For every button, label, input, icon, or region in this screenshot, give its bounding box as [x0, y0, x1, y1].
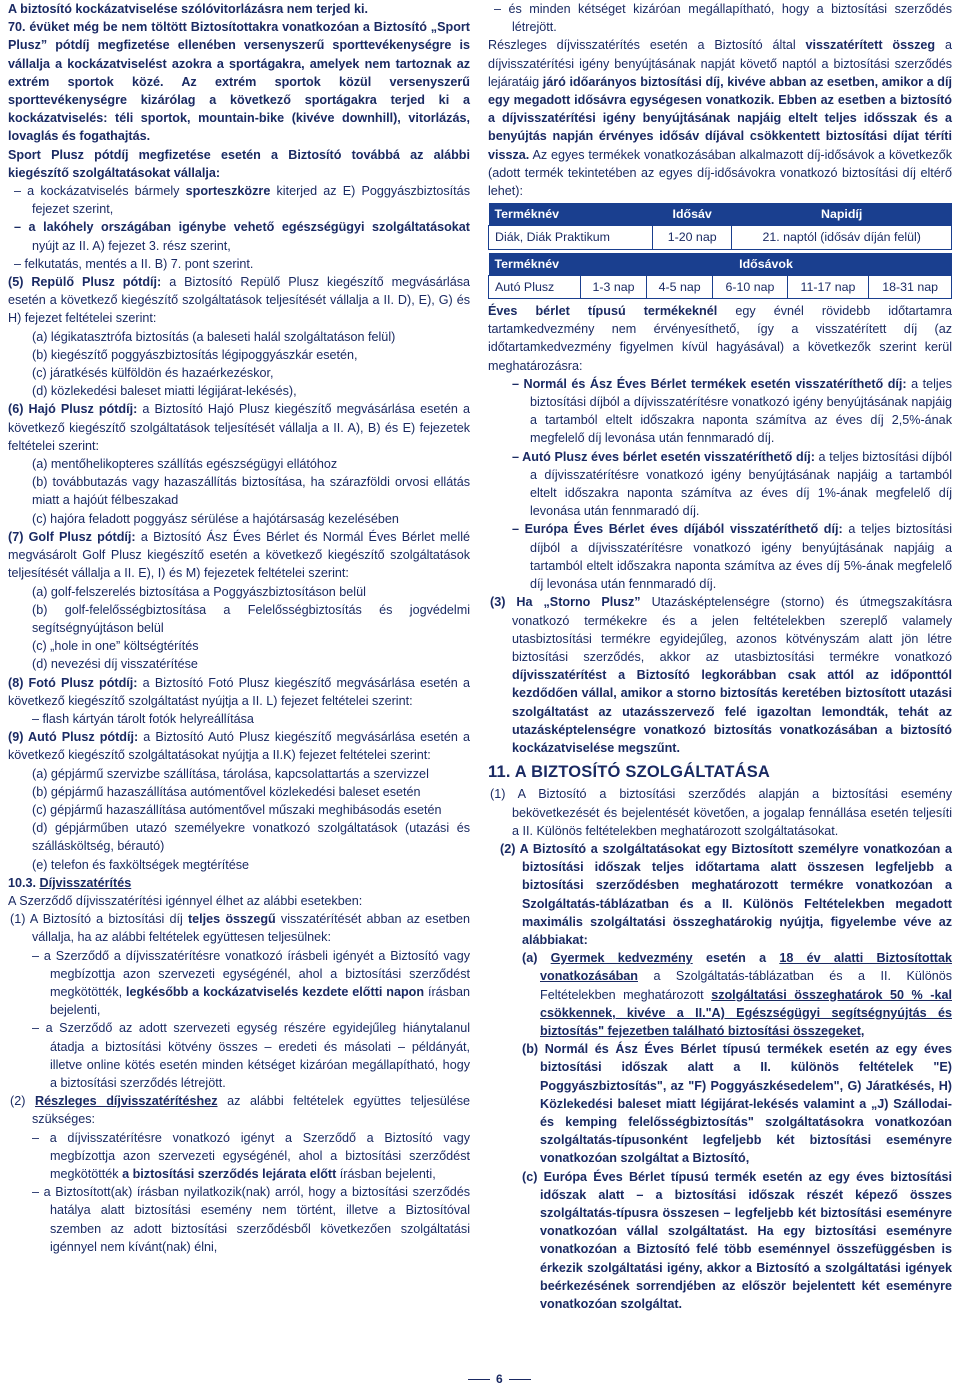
table-header: Terméknév	[489, 253, 581, 276]
table-header: Idősáv	[652, 203, 731, 226]
text: Részleges díjvisszatérítéshez	[35, 1094, 218, 1109]
table-cell: 18-31 nap	[869, 275, 952, 298]
list-item	[498, 949, 952, 1040]
list-item: (d) gépjárműben utazó személyekre vonatkozó szolgáltatások (utazási és szállásköltség, bérautó)	[32, 821, 470, 854]
text: (3) Ha „Storno Plusz”	[490, 595, 641, 610]
text: (5) Repülő Plusz pótdíj:	[8, 275, 162, 290]
dash-item	[8, 947, 470, 1020]
text: legkésőbb a kockázatviselés kezdete előtti napon	[126, 984, 425, 999]
text: Az extrém sportok közül versenyszerű sporttevékenységre kizárólag a következő sportágakra terjed ki a kockázatviselés: téli sportok, mountain-bike (kivéve downhill), vitorlázás, lovaglás és fogathajtás.	[8, 74, 470, 144]
dash-item	[8, 218, 470, 254]
text: a Biztosító Repülő Plusz kiegészítő megvásárlása esetén a következő kiegészítő szolgáltatások teljesítését vállalja a II. D), E), G) és H) fejezet feltételei szerint:	[8, 275, 470, 326]
text: nyújt az II. A) fejezet 3. rész szerint,	[32, 238, 231, 253]
text: azokra a sportágakra, amelyek nem tartoznak az extrém sportok közé.	[8, 56, 471, 89]
list-item: (c) Európa Éves Bérlet típusú termék esetén az egy éves biztosítási időszak alatt – a biztosítási időszak részét képező összes szolgáltatás-típusra összesen – legfeljebb két biztosítási eseményre vonatkozóan vállal szolgáltatást. Ha egy biztosítási eseményre vonatkozóan a Biztosító felé több eseménnyel összefüggésben is érkezik szolgáltatási igény, akkor a Biztosító a szolgáltatási igények beérkezésének sorrendjében az először bejelentett két eseményre vonatkozóan szolgáltat.	[522, 1169, 952, 1312]
list-item: (b) Normál és Ász Éves Bérlet típusú termékek esetén az egy éves biztosítási időszak alatt a II. különös feltételek "E) Poggyászbiztosítás", az "F) Poggyászkésedelem", G) Járatkésés, H) Közlekedési baleset miatt légijárat-lekésés valamint a „J) Szállodai- és kemping felelősségbiztosítás" szolgáltatásokra vonatkozóan szolgáltatás-típusonként legfeljebb két biztosítási eseményre vonatkozóan szolgáltat a Biztosító,	[522, 1042, 952, 1166]
text: a Biztosító Ász Éves Bérlet és Normál Éves Bérlet mellé megvásárolt Golf Plusz kiegészítő esetén a következő kiegészítő szolgáltatások teljesítését vállalja a II. E), I) és M) fejezetek feltételei szerint:	[8, 529, 470, 581]
text: teljes összegű	[187, 912, 276, 927]
text: (6) Hajó Plusz pótdíj:	[8, 402, 138, 417]
divider	[468, 1379, 490, 1380]
text: – a Szerződő a díjvisszatérítésre vonatkozó írásbeli igényét a Biztosító vagy megbízottja azon szervezeti egységénél, ahol a biztosítási szerződést megkötötték,	[32, 948, 470, 999]
paragraph-70	[8, 18, 470, 145]
text: Az egyes termékek vonatkozásában alkalmazott díj-idősávok a következők (adott termék tekintetében az egyes díj-idősávokra vonatkozó biztosítási díj eltérő lehet):	[488, 147, 952, 199]
text: szolgáltatási összeghatárok 50 % -kal csökkennek, kivéve a II."A) Egészségügyi segítségnyújtás és biztosítás" fejezetben található biztosítási összegeket,	[540, 987, 952, 1038]
page-number	[462, 1372, 537, 1386]
table-header: Napidíj	[732, 203, 952, 226]
table-header: Terméknév	[489, 203, 653, 226]
text: 70. évüket még be nem töltött Biztosítottakra vonatkozóan a Biztosító „Sport Plusz” pótdíj megfizetése ellenében versenyszerű sporttevékenységre is vállalja a kockázatviselést	[8, 20, 470, 71]
text: (7) Golf Plusz pótdíj:	[8, 529, 136, 544]
text: a teljes biztosítási díjból a díjvisszatérítésre vonatkozó igény benyújtásának napjáig a tartamból eltelt időszakra naponta számítva az éves díj 2,5%-ának megfelelő díj levonása után fennmaradó díj.	[530, 376, 952, 446]
list-item: (d) közlekedési baleset miatti légijárat-lekésés),	[32, 384, 297, 399]
text: – Normál és Ász Éves Bérlet termékek esetén visszatéríthető díj:	[512, 376, 907, 391]
text: Díjvisszatérítés	[39, 875, 132, 890]
list-item: (c) járatkésés külföldön és hazaérkezéskor,	[32, 366, 274, 381]
paragraph-5	[8, 273, 470, 328]
text: kiterjed az E) Poggyászbiztosítás fejezet szerint,	[32, 184, 470, 217]
text: (1) A Biztosító a biztosítási díj	[10, 912, 188, 927]
text: Részleges díjvisszatérítés esetén a Biztosító által	[488, 38, 806, 53]
text: (2)	[10, 1094, 35, 1109]
text: Utazásképtelenségre (storno) és útmegszakításra vonatkozó termékekre és a jelen feltételekben szereplő valamely utasbiztosítási termékre egyidejűleg, azonos kötvényszám alatt jön létre biztosítási szerződés, akkor az utasbiztosítási termékre vonatkozó	[512, 595, 952, 664]
divider	[509, 1379, 531, 1380]
price-table-auto	[488, 253, 952, 299]
table-cell: Diák, Diák Praktikum	[489, 226, 653, 249]
text: írásban bejelenti,	[336, 1167, 436, 1181]
text: díjvisszatérítést a Biztosító legkorábban csak attól az időponttól kezdődően vállal, amikor a storno biztosítás keretében biztosított utazási szolgáltatást az utazásszervező felé igazoltan lemondták, tehát az utazásképtelenségre vonatkozó biztosítás vonatkozásában a biztosító kockázatviselése megszűnt.	[512, 668, 952, 755]
right-column	[488, 0, 952, 1313]
list-item: (c) „hole in one” költségtérítés	[32, 639, 199, 654]
table-row	[489, 226, 952, 249]
list-item: (c) gépjármű hazaszállítása autómentővel műszaki meghibásodás esetén	[32, 802, 442, 817]
table-cell: Autó Plusz	[489, 275, 581, 298]
dash-item	[8, 1129, 470, 1184]
list-item: (a) légikatasztrófa biztosítás (a baleseti halál szolgáltatáson felül)	[32, 329, 396, 344]
text: a teljes biztosítási díjból a díjvisszatérítésre vonatkozó igény benyújtásának napjáig a tartamból eltelt időszakra naponta számítva az éves díj 5%-ának megfelelő díj levonása után fennmaradó díj.	[530, 522, 952, 592]
paragraph-sport-plusz: Sport Plusz pótdíj megfizetése esetén a Biztosító továbbá az alábbi kiegészítő szolgáltatásokat vállalja:	[8, 147, 470, 180]
table-cell: 11-17 nap	[787, 275, 869, 298]
paragraph-r1	[8, 910, 470, 946]
table-cell: 6-10 nap	[713, 275, 787, 298]
text: az alábbi feltételek együttes teljesülése szükséges:	[32, 1094, 470, 1127]
list-item: (d) nevezési díj visszatérítése	[32, 657, 198, 672]
paragraph-s2: (2) A Biztosító a szolgáltatásokat egy Biztosított személyre vonatkozóan a biztosítási időszak teljes időtartama alatt összesen legfeljebb a biztosítási szerződésben meghatározott termékre vonatkozóan a Szolgáltatás-táblázatban és a II. Különös Feltételekben megadott maximális szolgáltatási összeghatárokig nyújtja, figyelembe véve az alábbiakat:	[500, 841, 952, 947]
left-column	[8, 0, 470, 1256]
section-heading-11: 11. A BIZTOSÍTÓ SZOLGÁLTATÁSA	[488, 763, 771, 782]
paragraph-7	[8, 528, 470, 583]
list-item: (b) gépjármű hazaszállítása autómentővel közlekedési baleset esetén	[32, 784, 421, 799]
table-header: Idősávok	[580, 253, 951, 276]
text: a díjvisszatérítési igény benyújtásának napját követő naptól a biztosítási szerződés lejáratáig	[488, 38, 952, 89]
price-table-diak	[488, 203, 952, 249]
dash-item: – felkutatás, mentés a II. B) 7. pont szerint.	[14, 256, 254, 271]
list-item: (b) kiegészítő poggyászbiztosítás légipoggyászkár esetén,	[32, 347, 358, 362]
text: 18 év alatti Biztosítottak vonatkozásában	[540, 951, 953, 984]
page-number-text: 6	[496, 1372, 503, 1386]
list-item: (a) mentőhelikopteres szállítás egészségügyi ellátóhoz	[32, 457, 338, 472]
text: Éves bérlet típusú termékeknél	[488, 304, 718, 319]
text: egy évnél rövidebb időtartamra tartamkedvezmény nem érvényesíthető, így a visszatérített díj (az időtartamkedvezmény figyelmen kívül hagyásával) a következők szerint kerül meghatározásra:	[488, 304, 952, 373]
dash-item: – és minden kétséget kizáróan megállapítható, hogy a biztosítási szerződés létrejött.	[494, 2, 952, 35]
text: (9) Autó Plusz pótdíj:	[8, 730, 139, 745]
text: a Szolgáltatás-táblázatban és a II. Különös Feltételekben meghatározott	[540, 969, 952, 1002]
text: – Európa Éves Bérlet éves díjából visszatéríthető díj:	[512, 522, 843, 537]
text: a Biztosító Hajó Plusz kiegészítő megvásárlása esetén a következő kiegészítő szolgáltatások teljesítését vállalja a II. A), B) és E) fejezetek feltételei szerint:	[8, 402, 470, 453]
text: – a díjvisszatérítésre vonatkozó igényt a Szerződő a Biztosító vagy megbízottja azon szervezeti egységénél, ahol a biztosítási szerződést megkötötték	[32, 1130, 470, 1181]
dash-item: – a Biztosított(ak) írásban nyilatkozik(nak) arról, hogy a biztosítási szerződés hatálya alatt biztosítási esemény nem történt, illetve a Biztosítóval szemben az adott biztosítási szerződésből következően szolgáltatási igénnyel nem kívánt(nak) élni,	[32, 1185, 470, 1254]
text: esetén a	[692, 951, 780, 966]
text: Gyermek kedvezmény	[550, 951, 693, 966]
text: járó időarányos biztosítási díj, kivéve abban az esetben, amikor a díj egy megadott idősávra egységesen vonatkozik. Ebben az esetben a biztosító a díjvisszatérítési igény benyújtásának napjáig eltelt teljes idősszak és a benyújtás napján érvényes idősáv díjával csökkentett biztosítási díjat téríti vissza.	[488, 74, 952, 162]
framed-block	[488, 840, 952, 1313]
text: írásban bejelenti,	[50, 984, 470, 1018]
list-item: (e) telefon és faxköltségek megtérítése	[32, 857, 250, 872]
text-line: A biztosító kockázatviselése szólóvitorlázásra nem terjed ki.	[8, 2, 368, 16]
paragraph	[488, 302, 952, 375]
paragraph-storno	[488, 593, 952, 757]
text: – Autó Plusz éves bérlet esetén visszatéríthető díj:	[512, 449, 815, 464]
paragraph-r2	[8, 1092, 470, 1128]
text: a teljes biztosítási díjból a díjvisszatérítésre vonatkozó igény benyújtásának napjáig a tartamból eltelt időszakra naponta számítva az éves díj 1%-ának megfelelő díj levonása után fennmaradó díj.	[530, 449, 952, 519]
list-item: (b) golf-felelősségbiztosítása a Felelősségbiztosítás és jogvédelmi segítségnyújtáson belül	[32, 602, 470, 635]
text: – a kockázatviselés bármely	[14, 184, 186, 199]
paragraph-6	[8, 400, 470, 455]
list-item: (a) golf-felszerelés biztosítása a Poggyászbiztosításon belül	[32, 584, 366, 599]
table-cell: 4-5 nap	[647, 275, 713, 298]
text: – a lakóhely országában igénybe vehető egészségügyi szolgáltatásokat	[14, 220, 470, 235]
dash-item	[488, 375, 952, 448]
dash-item: – a Szerződő az adott szervezeti egység részére egyidejűleg hiánytalanul átadja a biztosítási kötvény összes – eredeti és másolati – példányát, illetve online kötés esetén minden kétséget kizáróan megállapítható, hogy a biztosítási szerződés létrejött.	[32, 1021, 470, 1090]
table-cell: 1-3 nap	[580, 275, 646, 298]
table-cell: 1-20 nap	[652, 226, 731, 249]
paragraph	[488, 36, 952, 200]
section-heading-10-3	[8, 874, 470, 892]
text: (a)	[522, 951, 551, 966]
paragraph-8	[8, 674, 470, 710]
text: 10.3.	[8, 875, 40, 890]
list-item: (a) gépjármű szervizbe szállítása, tárolása, kapcsolattartás a szervizzel	[32, 766, 429, 781]
list-item: (c) hajóra feladott poggyász sérülése a hajótársaság kezelésében	[32, 511, 399, 526]
table-cell: 21. naptól (idősáv díján felül)	[732, 226, 952, 249]
dash-item	[488, 448, 952, 521]
paragraph: A Szerződő díjvisszatérítési igénnyel élhet az alábbi esetekben:	[8, 893, 363, 908]
text: visszatérítését abban az esetben vállalja, ha az alábbi feltételek együttesen teljesülnek:	[32, 912, 471, 945]
text: (8) Fotó Plusz pótdíj:	[8, 675, 138, 690]
list-item: (b) továbbutazás vagy hazaszállítás biztosítása, ha szárazföldi orvosi ellátás miatt a hajóút félbeszakad	[32, 475, 470, 508]
text: a Biztosító Fotó Plusz kiegészítő megvásárlása esetén a következő kiegészítő szolgáltatást nyújtja a II. L) fejezet feltételei szerint:	[8, 675, 470, 708]
text: visszatérített összeg	[805, 38, 936, 53]
dash-item	[488, 520, 952, 593]
text: sporteszközre	[185, 184, 271, 199]
paragraph-9	[8, 728, 470, 764]
text: a biztosítási szerződés lejárata előtt	[122, 1167, 337, 1181]
paragraph-s1: (1) A Biztosító a biztosítási szerződés alapján a biztosítási esemény bekövetkezését és bejelentését követően, a jogalap fennállása esetén teljesíti a II. Különös feltételekben meghatározott szolgáltatásokat.	[490, 787, 952, 838]
table-row	[489, 275, 952, 298]
list-item: – flash kártyán tárolt fotók helyreállítása	[32, 711, 254, 726]
text: a Biztosító Autó Plusz kiegészítő megvásárlása esetén a következő kiegészítő szolgáltatásokat nyújtja a II.K) fejezet feltételei szerint:	[8, 730, 471, 763]
dash-item	[8, 182, 470, 218]
